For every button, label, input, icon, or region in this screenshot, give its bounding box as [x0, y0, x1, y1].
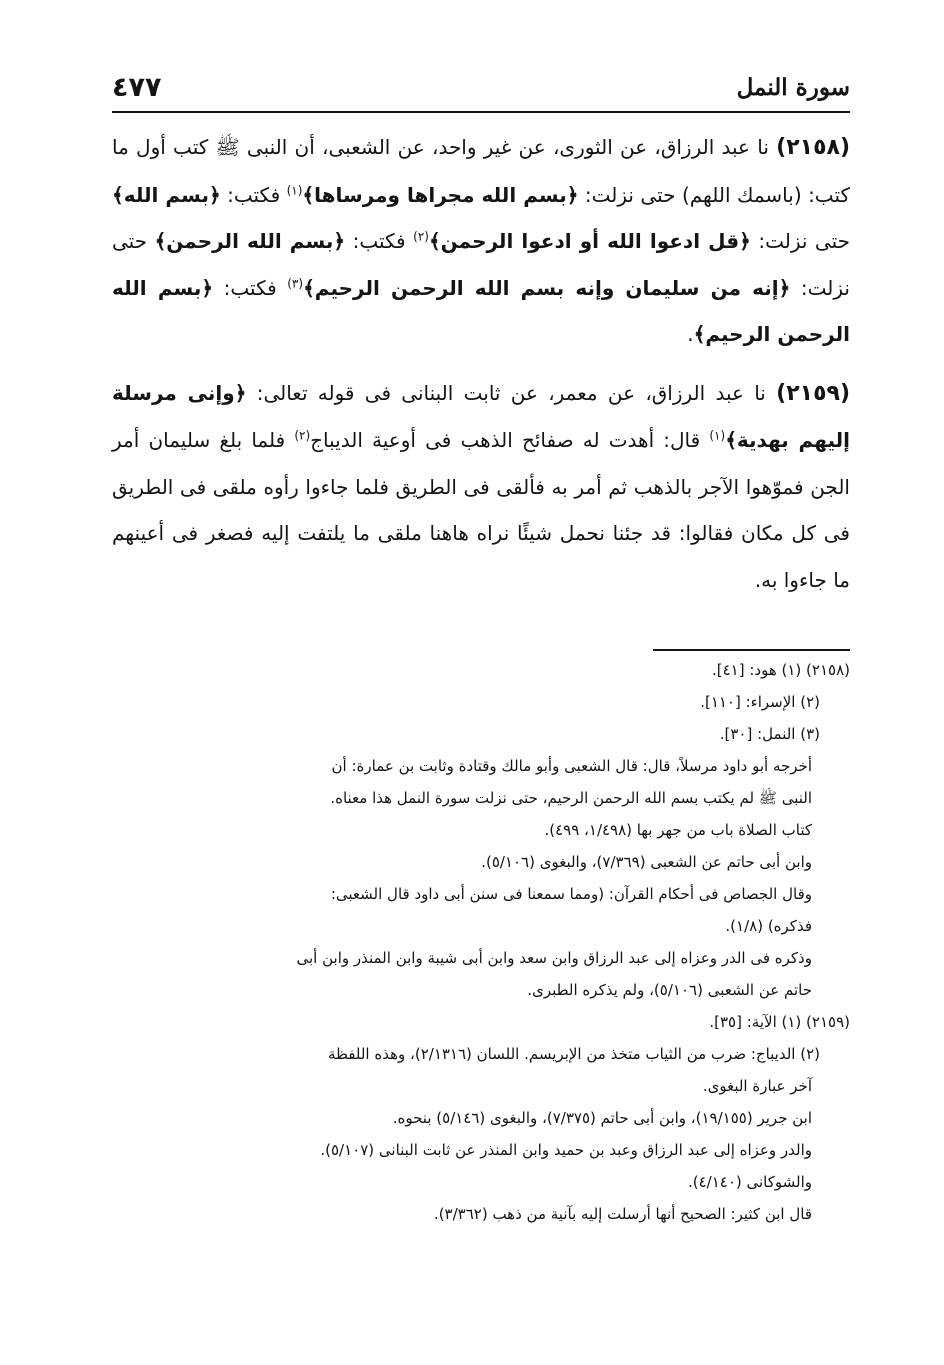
hadith-number: (٢١٥٩): [776, 380, 850, 406]
footnote-line: (٢) الديباج: ضرب من الثياب متخذ من الإبريسم. اللسان (٢/١٣١٦)، وهذه اللفظة: [327, 1045, 820, 1063]
footnote-line: كتاب الصلاة باب من جهر بها (١/٤٩٨، ٤٩٩).: [544, 821, 812, 839]
hadith-text: قال: أهدت له صفائح الذهب فى أوعية الديباج: [310, 428, 710, 452]
footnote-line: آخر عبارة البغوى.: [702, 1077, 812, 1095]
footnote-line: والدر وعزاه إلى عبد الرزاق وعبد بن حميد وابن المنذر عن ثابت البنانى (٥/١٠٧).: [320, 1141, 812, 1159]
hadith-2158: [112, 124, 850, 358]
hadith-text: .: [687, 322, 694, 346]
footnote-line: (٢١٥٩) (١) الآية: [٣٥].: [709, 1013, 850, 1031]
page-number: ٤٧٧: [112, 72, 162, 103]
hadith-text: فكتب:: [345, 229, 414, 253]
hadith-2159: [112, 370, 850, 604]
footnote-ref: (٢): [413, 229, 429, 244]
footnote-ref: (٣): [287, 275, 304, 290]
footnote-ref: (١): [709, 428, 726, 443]
hadith-text: فلما بلغ سليمان أمر الجن فموّهوا الآجر بالذهب ثم أمر به فألقى فى الطريق فلما جاءوا رأوه ملقى فى الطريق فى كل مكان فقالوا: قد جئنا نحمل شيئًا نراه هاهنا ملقى ما يلتفت إليه فصغر فى أعينهم ما جاءوا به.: [112, 428, 850, 592]
footnote-line: وقال الجصاص فى أحكام القرآن: (ومما سمعنا فى سنن أبى داود قال الشعبى:: [330, 885, 812, 903]
footnote-rule: [653, 649, 850, 651]
footnote-line: أخرجه أبو داود مرسلاً، قال: قال الشعبى وأبو مالك وقتادة وثابت بن عمارة: أن: [331, 757, 812, 775]
hadith-text: حتى نزلت:: [112, 229, 850, 300]
quran-verse: ﴿إنه من سليمان وإنه بسم الله الرحمن الرحيم﴾: [303, 275, 791, 300]
hadith-number: (٢١٥٨): [776, 135, 850, 160]
quran-verse: ﴿بسم الله الرحمن﴾: [154, 229, 346, 253]
footnote-line: وابن أبى حاتم عن الشعبى (٧/٣٦٩)، والبغوى (٥/١٠٦).: [481, 853, 812, 871]
hadith-text: نا عبد الرزاق، عن معمر، عن ثابت البنانى فى قوله تعالى:: [246, 380, 777, 405]
hadith-text: فكتب:: [213, 275, 288, 300]
footnote-line: (٣) النمل: [٣٠].: [719, 725, 820, 743]
hadith-text: فكتب:: [220, 182, 287, 207]
footnote-line: (٢١٥٨) (١) هود: [٤١].: [711, 661, 850, 679]
hadith-text: حتى نزلت:: [750, 229, 851, 253]
footnote-line: قال ابن كثير: الصحيح أنها أرسلت إليه بآنية من ذهب (٣/٣٦٢).: [433, 1205, 812, 1223]
footnote-line: النبى ﷺ لم يكتب بسم الله الرحمن الرحيم، حتى نزلت سورة النمل هذا معناه.: [330, 789, 812, 807]
footnote-line: (٢) الإسراء: [١١٠].: [700, 693, 820, 711]
footnote-ref: (٢): [294, 428, 311, 443]
footnote-line: حاتم عن الشعبى (٥/١٠٦)، ولم يذكره الطبرى.: [527, 981, 812, 999]
main-text: [112, 124, 850, 603]
footnote-line: والشوكانى (٤/١٤٠).: [687, 1173, 812, 1191]
running-title: سورة النمل: [736, 74, 850, 101]
header-rule: [112, 111, 850, 113]
quran-verse: ﴿بسم الله﴾: [112, 182, 221, 207]
page-header: [112, 66, 850, 112]
footnote-line: فذكره) (١/٨).: [725, 917, 812, 935]
quran-verse: ﴿وإنى مرسلة إليهم بهدية﴾: [112, 380, 850, 452]
hadith-text: نا عبد الرزاق، عن الثورى، عن غير واحد، عن الشعبى، أن النبى ﷺ كتب أول ما كتب: (باسمك اللهم) حتى نزلت:: [112, 135, 850, 207]
footnote-line: وذكره فى الدر وعزاه إلى عبد الرزاق وابن سعد وابن أبى شيبة وابن المنذر وابن أبى: [296, 949, 812, 967]
quran-verse: ﴿قل ادعوا الله أو ادعوا الرحمن﴾: [428, 229, 751, 253]
quran-verse: ﴿بسم الله مجراها ومرساها﴾: [302, 182, 579, 207]
quran-verse: ﴿بسم الله الرحمن الرحيم﴾: [112, 275, 850, 346]
footnotes: [112, 654, 850, 1230]
footnote-line: ابن جرير (١٩/١٥٥)، وابن أبى حاتم (٧/٣٧٥)، والبغوى (٥/١٤٦) بنحوه.: [392, 1109, 812, 1127]
footnote-ref: (١): [286, 182, 303, 197]
